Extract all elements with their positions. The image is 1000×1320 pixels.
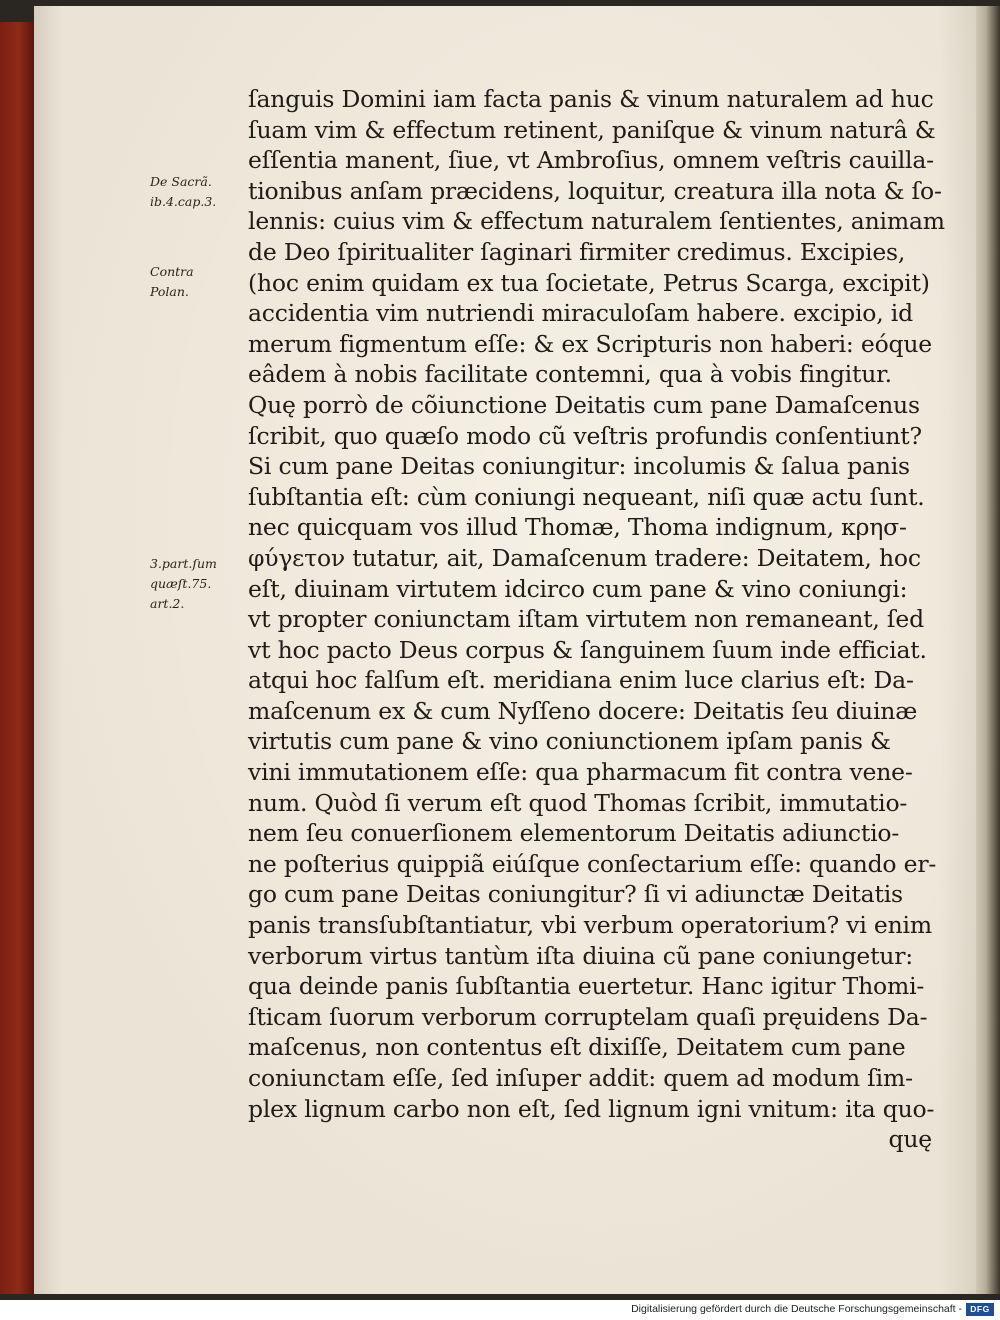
text-line: ſuam vim & effectum retinent, paniſque & vinum naturâ & [248,115,936,144]
text-line: merum figmentum eſſe: & ex Scripturis non haberi: eóque [248,329,933,358]
catchword: quę [888,1125,932,1154]
text-line: nem ſeu conuerſionem elementorum Deitatis adiunctio- [248,819,900,848]
text-line: lennis: cuius vim & effectum naturalem ſentientes, animam [248,207,945,236]
book-binding-edge [0,22,34,1294]
text-line: eâdem à nobis facilitate contemni, qua à vobis fingitur. [248,360,892,389]
text-line: de Deo ſpiritualiter ſaginari firmiter credimus. Excipies, [248,237,906,266]
text-line: ſanguis Domini iam facta panis & vinum naturalem ad huc [248,85,934,113]
text-line: atqui hoc falſum eſt. meridiana enim luce clarius eſt: Da- [248,666,914,695]
text-line: num. Quòd ſi verum eſt quod Thomas ſcribit, immutatio- [248,788,908,817]
main-text-block [248,84,945,1155]
marginal-note-ambrosius [150,172,246,212]
text-line: vt propter coniunctam iſtam virtutem non remaneant, ſed [248,605,924,634]
text-line: ne poſterius quippiã eiúſque conſectarium eſſe: quando er- [248,849,937,878]
text-line: coniunctam eſſe, ſed inſuper addit: quem ad modum ſim- [248,1064,913,1092]
text-line: tionibus anſam præcidens, loquitur, creatura illa nota & ſo- [248,176,942,205]
text-line: vt hoc pacto Deus corpus & ſanguinem ſuum inde efficiat. [248,635,927,664]
text-line: accidentia vim nutriendi miraculoſam habere. excipio, id [248,299,913,328]
digitization-footer [0,1300,1000,1320]
text-line: maſcenus, non contentus eſt dixiſſe, Deitatem cum pane [248,1033,906,1062]
text-line: φύγετον tutatur, ait, Damaſcenum tradere: Deitatem, hoc [248,543,921,572]
marginal-note-line: art.2. [150,596,185,611]
text-line: Si cum pane Deitas coniungitur: incolumis & ſalua panis [248,452,910,481]
text-line: ſubſtantia eſt: cùm coniungi nequeant, niſi quæ actu ſunt. [248,482,925,511]
text-line: panis transſubſtantiatur, vbi verbum operatorium? vi enim [248,911,932,940]
marginal-note-line: Polan. [150,284,189,299]
text-line: eſſentia manent, ſiue, vt Ambroſius, omnem veſtris cauilla- [248,146,934,175]
text-line: plex lignum carbo non eſt, ſed lignum igni vnitum: ita quo- [248,1094,935,1123]
text-line: go cum pane Deitas coniungitur? ſi vi adiunctæ Deitatis [248,880,903,909]
text-line: ſcribit, quo quæſo modo cũ veſtris profundis conſentiunt? [248,421,922,450]
marginal-note-line: Contra [150,264,194,279]
text-line: qua deinde panis ſubſtantia euertetur. Hanc igitur Thomi- [248,972,925,1001]
text-line: virtutis cum pane & vino coniunctionem ipſam panis & [248,727,891,756]
text-line: nec quicquam vos illud Thomæ, Thoma indignum, κρησ- [248,513,907,542]
text-line: eſt, diuinam virtutem idcirco cum pane & vino coniungi: [248,574,908,603]
text-line: (hoc enim quidam ex tua ſocietate, Petrus Scarga, excipit) [248,268,930,297]
marginal-note-line: De Sacrã. [150,174,212,189]
dfg-logo: DFG [966,1303,994,1316]
text-line: maſcenum ex & cum Nyſſeno docere: Deitatis ſeu diuinæ [248,696,918,725]
page-fore-edge [976,6,1000,1294]
marginal-note-thomas [150,554,246,614]
marginal-note-line: ib.4.cap.3. [150,194,217,209]
marginal-note-line: quæſt.75. [150,576,212,591]
text-line: ſticam ſuorum verborum corruptelam quaſi pręuidens Da- [248,1002,928,1031]
funding-credit: Digitalisierung gefördert durch die Deutsche Forschungsgemeinschaft - [631,1303,962,1315]
text-line: Quę porrò de cõiunctione Deitatis cum pane Damaſcenus [248,390,920,419]
text-line: verborum virtus tantùm iſta diuina cũ pane coniungetur: [248,941,913,970]
marginal-note-line: 3.part.ſum [150,556,217,571]
marginal-note-polan [150,262,246,302]
text-line: vini immutationem eſſe: qua pharmacum fit contra vene- [248,758,913,787]
